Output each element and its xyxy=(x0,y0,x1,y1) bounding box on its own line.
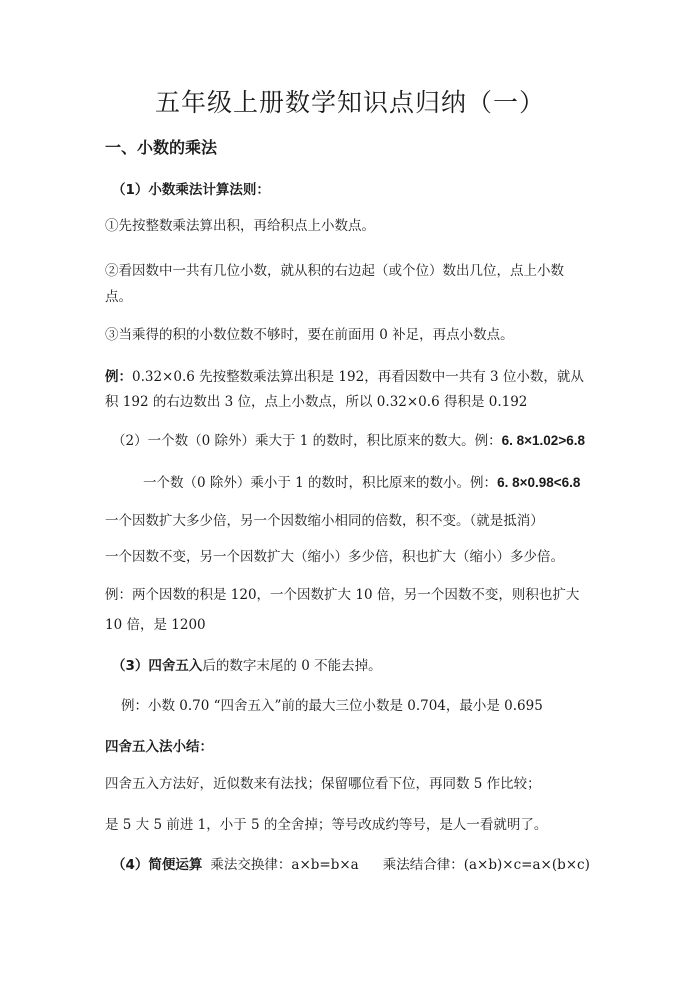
compare-line-1-text: （2）一个数（0 除外）乘大于 1 的数时，积比原来的数大。例： xyxy=(112,433,502,449)
factor-rule-1: 一个因数扩大多少倍，另一个因数缩小相同的倍数，积不变。（就是抵消） xyxy=(105,513,544,529)
rule-step-1: ①先按整数乘法算出积，再给积点上小数点。 xyxy=(105,218,375,234)
example-label: 例： xyxy=(105,369,132,385)
rule-step-2: ②看因数中一共有几位小数，就从积的右边起（或个位）数出几位，点上小数 xyxy=(105,263,564,279)
simplify-heading: （4）简便运算 xyxy=(112,857,203,873)
factor-example-line-2: 10 倍，是 1200 xyxy=(105,617,206,633)
rounding-summary-line-1: 四舍五入方法好，近似数来有法找；保留哪位看下位，再同数 5 作比较； xyxy=(105,776,541,792)
page-title: 五年级上册数学知识点归纳（一） xyxy=(154,88,545,117)
rule-example-line-1 xyxy=(105,367,584,387)
associative-law: 乘法结合律：(a×b)×c=a×(b×c) xyxy=(382,857,590,873)
compare-line-1 xyxy=(112,431,585,451)
rule-example-line-2: 积 192 的右边数出 3 位，点上小数点，所以 0.32×0.6 得积是 0.192 xyxy=(105,394,528,410)
rounding-heading xyxy=(112,656,382,676)
compare-line-2-example: 6. 8×0.98<6.8 xyxy=(497,475,581,490)
section-heading-decimal-multiplication: 一、小数的乘法 xyxy=(105,138,218,157)
compare-line-2-text: 一个数（0 除外）乘小于 1 的数时，积比原来的数小。例： xyxy=(143,475,498,491)
rounding-heading-bold: （3）四舍五入 xyxy=(112,658,203,674)
factor-example-line-1: 例：两个因数的积是 120，一个因数扩大 10 倍，另一个因数不变，则积也扩大 xyxy=(105,587,580,603)
compare-line-1-example: 6. 8×1.02>6.8 xyxy=(501,433,585,448)
rounding-summary-heading: 四舍五入法小结： xyxy=(105,739,213,755)
commutative-law: 乘法交换律：a×b=b×a xyxy=(210,857,359,873)
simplify-line xyxy=(112,855,590,875)
rounding-heading-rest: 后的数字末尾的 0 不能去掉。 xyxy=(202,658,382,674)
example-text: 0.32×0.6 先按整数乘法算出积是 192，再看因数中一共有 3 位小数，就从 xyxy=(132,369,584,385)
rounding-example: 例：小数 0.70 “四舍五入”前的最大三位小数是 0.704，最小是 0.695 xyxy=(121,698,543,714)
rule-step-3: ③当乘得的积的小数位数不够时，要在前面用 0 补足，再点小数点。 xyxy=(105,327,514,343)
factor-rule-2: 一个因数不变，另一个因数扩大（缩小）多少倍，积也扩大（缩小）多少倍。 xyxy=(105,549,564,565)
compare-line-2 xyxy=(143,473,580,493)
rule-heading: （1）小数乘法计算法则： xyxy=(112,182,270,198)
rounding-summary-line-2: 是 5 大 5 前进 1，小于 5 的全舍掉；等号改成约等号，是人一看就明了。 xyxy=(105,817,548,833)
rule-step-2-cont: 点。 xyxy=(105,289,132,305)
